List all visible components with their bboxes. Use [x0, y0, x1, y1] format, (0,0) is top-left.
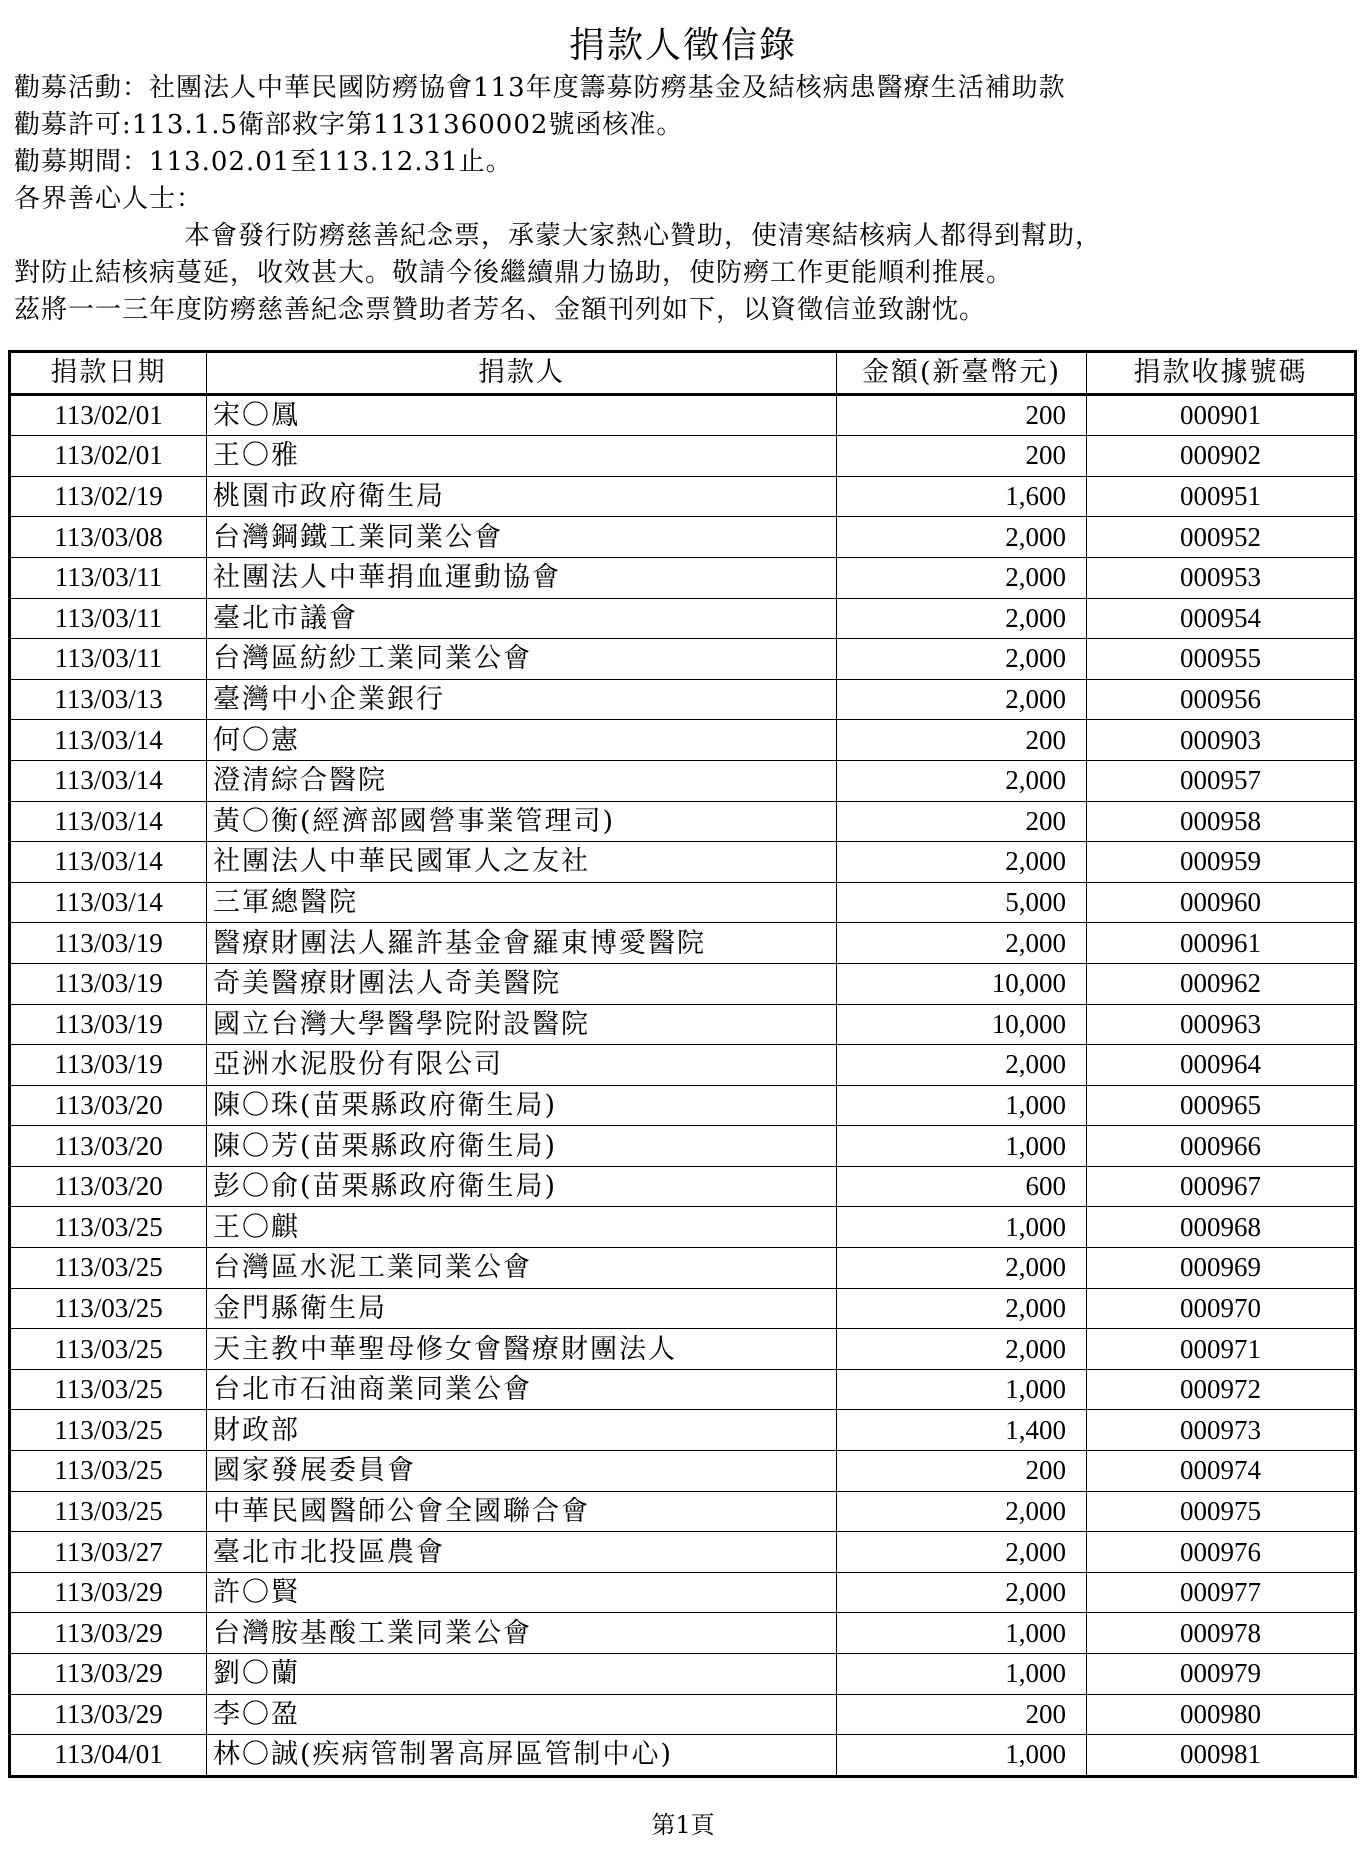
donation-amount: 200 — [837, 394, 1087, 436]
donation-amount: 200 — [837, 436, 1087, 477]
donation-date: 113/02/01 — [10, 394, 207, 436]
receipt-number: 000973 — [1087, 1410, 1356, 1451]
donation-date: 113/03/20 — [10, 1126, 207, 1167]
donation-date: 113/04/01 — [10, 1735, 207, 1777]
receipt-number: 000970 — [1087, 1288, 1356, 1329]
table-row — [10, 436, 1356, 477]
donation-date: 113/03/19 — [10, 923, 207, 964]
donor-name: 台灣胺基酸工業同業公會 — [207, 1613, 837, 1654]
receipt-number: 000955 — [1087, 639, 1356, 680]
donor-name: 台北市石油商業同業公會 — [207, 1369, 837, 1410]
donation-amount: 1,000 — [837, 1735, 1087, 1777]
donor-name: 王〇雅 — [207, 436, 837, 477]
donation-date: 113/03/11 — [10, 598, 207, 639]
donation-amount: 1,000 — [837, 1654, 1087, 1695]
receipt-number: 000975 — [1087, 1491, 1356, 1532]
intro-line-period: 勸募期間：113.02.01至113.12.31止。 — [14, 147, 513, 177]
donation-date: 113/03/11 — [10, 557, 207, 598]
receipt-number: 000903 — [1087, 720, 1356, 761]
donor-name: 黃〇衡(經濟部國營事業管理司) — [207, 801, 837, 842]
header-receipt: 捐款收據號碼 — [1087, 352, 1356, 395]
donation-date: 113/03/14 — [10, 720, 207, 761]
page-number: 第1頁 — [651, 1811, 715, 1839]
receipt-number: 000901 — [1087, 394, 1356, 436]
donation-date: 113/03/27 — [10, 1532, 207, 1573]
donor-name: 中華民國醫師公會全國聯合會 — [207, 1491, 837, 1532]
donor-name: 三軍總醫院 — [207, 882, 837, 923]
receipt-number: 000980 — [1087, 1694, 1356, 1735]
donation-date: 113/03/19 — [10, 963, 207, 1004]
table-row — [10, 1532, 1356, 1573]
donation-amount: 2,000 — [837, 1572, 1087, 1613]
table-row — [10, 760, 1356, 801]
table-row — [10, 1126, 1356, 1167]
donation-date: 113/03/29 — [10, 1613, 207, 1654]
header-date: 捐款日期 — [10, 352, 207, 395]
receipt-number: 000968 — [1087, 1207, 1356, 1248]
donor-name: 何〇憲 — [207, 720, 837, 761]
receipt-number: 000972 — [1087, 1369, 1356, 1410]
header-donor: 捐款人 — [207, 352, 837, 395]
donor-name: 社團法人中華民國軍人之友社 — [207, 842, 837, 883]
donation-date: 113/03/25 — [10, 1491, 207, 1532]
receipt-number: 000966 — [1087, 1126, 1356, 1167]
donor-name: 醫療財團法人羅許基金會羅東博愛醫院 — [207, 923, 837, 964]
donation-date: 113/03/29 — [10, 1572, 207, 1613]
donor-name: 陳〇芳(苗栗縣政府衛生局) — [207, 1126, 837, 1167]
receipt-number: 000964 — [1087, 1045, 1356, 1086]
donor-name: 財政部 — [207, 1410, 837, 1451]
receipt-number: 000963 — [1087, 1004, 1356, 1045]
receipt-number: 000960 — [1087, 882, 1356, 923]
table-row — [10, 1085, 1356, 1126]
donation-date: 113/03/20 — [10, 1166, 207, 1207]
donation-date: 113/03/25 — [10, 1248, 207, 1289]
header-amount: 金額(新臺幣元) — [837, 352, 1087, 395]
donation-amount: 2,000 — [837, 760, 1087, 801]
table-row — [10, 517, 1356, 558]
donation-amount: 1,000 — [837, 1085, 1087, 1126]
donation-amount: 1,000 — [837, 1207, 1087, 1248]
donor-name: 李〇盈 — [207, 1694, 837, 1735]
receipt-number: 000976 — [1087, 1532, 1356, 1573]
table-row — [10, 801, 1356, 842]
donation-amount: 2,000 — [837, 923, 1087, 964]
donation-amount: 10,000 — [837, 963, 1087, 1004]
receipt-number: 000954 — [1087, 598, 1356, 639]
donation-amount: 2,000 — [837, 1248, 1087, 1289]
receipt-number: 000965 — [1087, 1085, 1356, 1126]
donor-name: 王〇麒 — [207, 1207, 837, 1248]
donation-amount: 200 — [837, 1451, 1087, 1492]
receipt-number: 000981 — [1087, 1735, 1356, 1777]
receipt-number: 000956 — [1087, 679, 1356, 720]
donation-date: 113/03/25 — [10, 1329, 207, 1370]
receipt-number: 000957 — [1087, 760, 1356, 801]
receipt-number: 000969 — [1087, 1248, 1356, 1289]
donation-date: 113/03/25 — [10, 1369, 207, 1410]
donation-amount: 1,000 — [837, 1613, 1087, 1654]
table-body — [10, 394, 1356, 1776]
donor-name: 國立台灣大學醫學院附設醫院 — [207, 1004, 837, 1045]
donation-date: 113/03/25 — [10, 1410, 207, 1451]
donor-name: 社團法人中華捐血運動協會 — [207, 557, 837, 598]
donor-name: 桃園市政府衛生局 — [207, 476, 837, 517]
receipt-number: 000959 — [1087, 842, 1356, 883]
receipt-number: 000974 — [1087, 1451, 1356, 1492]
donation-amount: 2,000 — [837, 557, 1087, 598]
receipt-number: 000967 — [1087, 1166, 1356, 1207]
donation-date: 113/03/14 — [10, 882, 207, 923]
donation-amount: 1,000 — [837, 1126, 1087, 1167]
table-row — [10, 923, 1356, 964]
donation-date: 113/03/14 — [10, 801, 207, 842]
donation-amount: 2,000 — [837, 1491, 1087, 1532]
donation-amount: 1,400 — [837, 1410, 1087, 1451]
donation-date: 113/03/25 — [10, 1207, 207, 1248]
donation-date: 113/03/25 — [10, 1451, 207, 1492]
table-row — [10, 1735, 1356, 1777]
donation-date: 113/03/29 — [10, 1694, 207, 1735]
donor-name: 林〇誠(疾病管制署高屏區管制中心) — [207, 1735, 837, 1777]
donor-name: 天主教中華聖母修女會醫療財團法人 — [207, 1329, 837, 1370]
intro-line-body-2: 對防止結核病蔓延，收效甚大。敬請今後繼續鼎力協助，使防癆工作更能順利推展。 — [14, 258, 1014, 288]
donation-date: 113/03/14 — [10, 842, 207, 883]
table-row — [10, 1491, 1356, 1532]
table-row — [10, 1613, 1356, 1654]
table-row — [10, 1045, 1356, 1086]
donation-date: 113/03/20 — [10, 1085, 207, 1126]
receipt-number: 000977 — [1087, 1572, 1356, 1613]
intro-line-salutation: 各界善心人士： — [14, 184, 204, 214]
donor-name: 陳〇珠(苗栗縣政府衛生局) — [207, 1085, 837, 1126]
donor-name: 劉〇蘭 — [207, 1654, 837, 1695]
donation-amount: 2,000 — [837, 1532, 1087, 1573]
table-row — [10, 1369, 1356, 1410]
donor-name: 臺北市北投區農會 — [207, 1532, 837, 1573]
table-row — [10, 679, 1356, 720]
donor-name: 金門縣衛生局 — [207, 1288, 837, 1329]
receipt-number: 000978 — [1087, 1613, 1356, 1654]
table-row — [10, 1207, 1356, 1248]
table-row — [10, 1166, 1356, 1207]
donation-amount: 2,000 — [837, 1288, 1087, 1329]
donation-amount: 10,000 — [837, 1004, 1087, 1045]
receipt-number: 000958 — [1087, 801, 1356, 842]
table-row — [10, 1004, 1356, 1045]
table-row — [10, 963, 1356, 1004]
donation-date: 113/02/19 — [10, 476, 207, 517]
donation-date: 113/03/13 — [10, 679, 207, 720]
table-row — [10, 1288, 1356, 1329]
donation-date: 113/03/19 — [10, 1004, 207, 1045]
donation-amount: 2,000 — [837, 842, 1087, 883]
donor-name: 國家發展委員會 — [207, 1451, 837, 1492]
donor-name: 臺灣中小企業銀行 — [207, 679, 837, 720]
table-row — [10, 598, 1356, 639]
donor-name: 台灣鋼鐵工業同業公會 — [207, 517, 837, 558]
donation-amount: 200 — [837, 1694, 1087, 1735]
receipt-number: 000962 — [1087, 963, 1356, 1004]
donation-date: 113/03/14 — [10, 760, 207, 801]
table-row — [10, 842, 1356, 883]
intro-text — [14, 70, 1354, 329]
intro-line-permit: 勸募許可:113.1.5衛部救字第1131360002號函核准。 — [14, 110, 684, 140]
page-title: 捐款人徵信錄 — [568, 25, 797, 66]
donation-date: 113/03/08 — [10, 517, 207, 558]
receipt-number: 000952 — [1087, 517, 1356, 558]
donation-amount: 2,000 — [837, 598, 1087, 639]
receipt-number: 000953 — [1087, 557, 1356, 598]
donor-name: 宋〇鳳 — [207, 394, 837, 436]
table-row — [10, 394, 1356, 436]
donor-name: 許〇賢 — [207, 1572, 837, 1613]
donation-amount: 200 — [837, 720, 1087, 761]
donation-date: 113/03/11 — [10, 639, 207, 680]
donation-amount: 2,000 — [837, 517, 1087, 558]
donor-name: 台灣區紡紗工業同業公會 — [207, 639, 837, 680]
donor-name: 澄清綜合醫院 — [207, 760, 837, 801]
donor-name: 亞洲水泥股份有限公司 — [207, 1045, 837, 1086]
table-row — [10, 882, 1356, 923]
table-row — [10, 1329, 1356, 1370]
receipt-number: 000971 — [1087, 1329, 1356, 1370]
table-row — [10, 1248, 1356, 1289]
donor-name: 奇美醫療財團法人奇美醫院 — [207, 963, 837, 1004]
donation-amount: 200 — [837, 801, 1087, 842]
donation-amount: 2,000 — [837, 1045, 1087, 1086]
table-header-row — [10, 352, 1356, 395]
donation-date: 113/03/25 — [10, 1288, 207, 1329]
donation-date: 113/03/29 — [10, 1654, 207, 1695]
donation-date: 113/03/19 — [10, 1045, 207, 1086]
receipt-number: 000902 — [1087, 436, 1356, 477]
donation-amount: 600 — [837, 1166, 1087, 1207]
table-row — [10, 1410, 1356, 1451]
receipt-number: 000979 — [1087, 1654, 1356, 1695]
donor-name: 彭〇俞(苗栗縣政府衛生局) — [207, 1166, 837, 1207]
receipt-number: 000961 — [1087, 923, 1356, 964]
table-row — [10, 720, 1356, 761]
table-row — [10, 639, 1356, 680]
intro-line-campaign: 勸募活動：社團法人中華民國防癆協會113年度籌募防癆基金及結核病患醫療生活補助款 — [14, 73, 1066, 103]
donation-date: 113/02/01 — [10, 436, 207, 477]
table-row — [10, 1451, 1356, 1492]
table-row — [10, 1654, 1356, 1695]
donation-amount: 1,000 — [837, 1369, 1087, 1410]
table-row — [10, 1694, 1356, 1735]
table-row — [10, 476, 1356, 517]
donor-name: 台灣區水泥工業同業公會 — [207, 1248, 837, 1289]
donation-amount: 2,000 — [837, 639, 1087, 680]
donation-amount: 2,000 — [837, 1329, 1087, 1370]
donation-amount: 2,000 — [837, 679, 1087, 720]
donation-amount: 5,000 — [837, 882, 1087, 923]
receipt-number: 000951 — [1087, 476, 1356, 517]
table-row — [10, 1572, 1356, 1613]
intro-line-body-1: 本會發行防癆慈善紀念票，承蒙大家熱心贊助，使清寒結核病人都得到幫助， — [184, 221, 1103, 251]
donor-table — [8, 350, 1357, 1778]
table-row — [10, 557, 1356, 598]
intro-line-body-3: 茲將一一三年度防癆慈善紀念票贊助者芳名、金額刊列如下，以資徵信並致謝忱。 — [14, 295, 987, 325]
donation-amount: 1,600 — [837, 476, 1087, 517]
donor-name: 臺北市議會 — [207, 598, 837, 639]
